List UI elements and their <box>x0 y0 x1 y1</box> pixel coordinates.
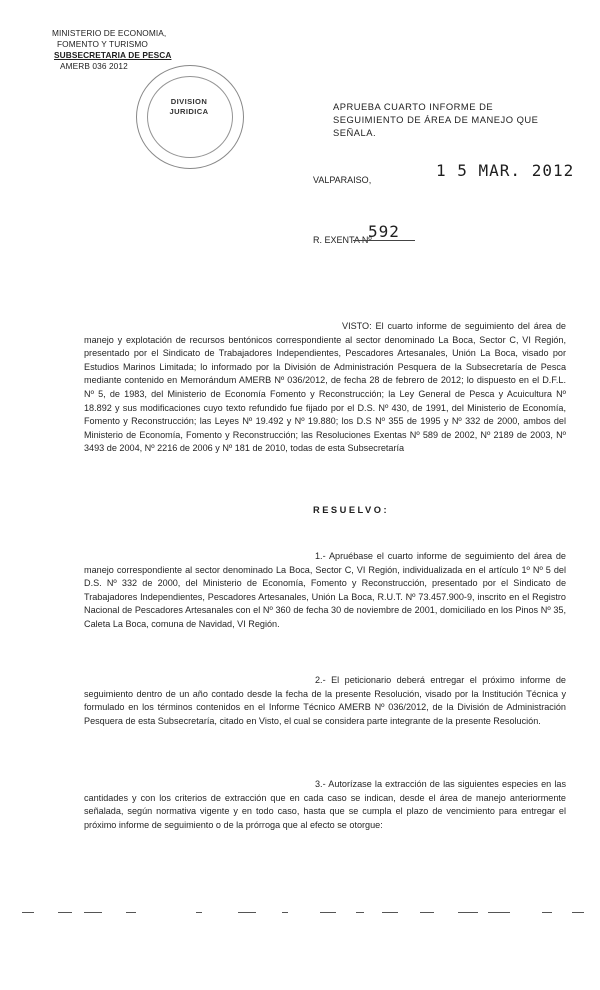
undersecretariat-name: SUBSECRETARIA DE PESCA <box>54 50 172 60</box>
resolution-article-3: 3.- Autorízase la extracción de las siguientes especies en las cantidades y con los criterios de extracción que en cada caso se indican, desde el área de manejo anteriormente señalada, según normativa vigente y en todo caso, hasta que se cumpla el plazo de vencimiento para entregar el próximo informe de seguimiento o de la prórroga que al efecto se otorgue: <box>84 779 566 830</box>
official-stamp-inner-ring <box>147 76 233 158</box>
visto-paragraph: VISTO: El cuarto informe de seguimiento del área de manejo y explotación de recursos bentónicos correspondiente al sector denominado La Boca, Sector C, VI Región, presentado por el Sindicato de Trabajadores Independientes, Pescadores Artesanales, Unión La Boca, visado por Estudios Marinos Limitada; lo informado por la División de Administración Pesquera de la Subsecretaría de Pesca mediante contenido en Memorándum AMERB Nº 036/2012, de fecha 28 de febrero de 2012; lo dispuesto en el D.F.L. Nº 5, de 1983, del Ministerio de Economía Fomento y Reconstrucción; la Ley General de Pesca y Acuicultura Nº 18.892 y sus modificaciones cuyo texto refundido fue fijado por el D.S. Nº 430, de 1991, del Ministerio de Economía, Fomento y Reconstrucción; las Leyes Nº 19.492 y Nº 19.880; los D.S Nº 355 de 1995 y Nº 332 de 2000, ambos del Ministerio de Economía, Fomento y Reconstrucción; las Resoluciones Exentas Nº 589 de 2002, Nº 2189 de 2003, Nº 3493 de 2004, Nº 2216 de 2006 y Nº 181 de 2010, todas de esta Subsecretaría <box>84 321 566 454</box>
reference-code: AMERB 036 2012 <box>60 61 128 71</box>
stamp-line-2: JURIDICA <box>169 107 209 116</box>
resolution-number-label: R. EXENTA Nº <box>313 235 372 245</box>
resolution-number: 592 <box>368 222 400 241</box>
ministry-name: MINISTERIO DE ECONOMIA, <box>52 28 167 38</box>
page-bottom-dashes <box>0 912 600 916</box>
resolution-subject: APRUEBA CUARTO INFORME DE SEGUIMIENTO DE ÁREA DE MANEJO QUE SEÑALA. <box>333 101 539 138</box>
resolution-date: 1 5 MAR. 2012 <box>436 161 575 180</box>
letterhead <box>52 28 171 72</box>
resuelvo-heading: RESUELVO: <box>313 505 390 515</box>
stamp-line-1: DIVISION <box>170 97 208 106</box>
ministry-subtitle: FOMENTO Y TURISMO <box>57 39 148 49</box>
resolution-article-2: 2.- El peticionario deberá entregar el próximo informe de seguimiento dentro de un año contado desde la fecha de la presente Resolución, visado por la Institución Técnica y formulado en los términos contenidos en el Informe Técnico AMERB Nº 036/2012, de la División de Administración Pesquera de esta Subsecretaría, citado en Visto, el cual se considera parte integrante de la presente Resolución. <box>84 675 566 726</box>
place-label: VALPARAISO, <box>313 175 372 185</box>
resolution-number-underline <box>353 240 415 241</box>
stamp-text <box>150 97 228 117</box>
resolution-article-1: 1.- Apruébase el cuarto informe de seguimiento del área de manejo correspondiente al sector denominado La Boca, Sector C, VI Región, individualizada en el artículo 1º Nº 5 del D.S. Nº 332 de 2000, del Ministerio de Economía, Fomento y Reconstrucción, presentado por el Sindicato de Trabajadores Independientes, Pescadores Artesanales, Unión La Boca, R.U.T. Nº 73.457.900-9, inscrito en el Registro Nacional de Pescadores Artesanales con el Nº 360 de fecha 30 de noviembre de 2001, domiciliado en los Pinos Nº 35, Caleta La Boca, comuna de Navidad, VI Región. <box>84 551 566 629</box>
